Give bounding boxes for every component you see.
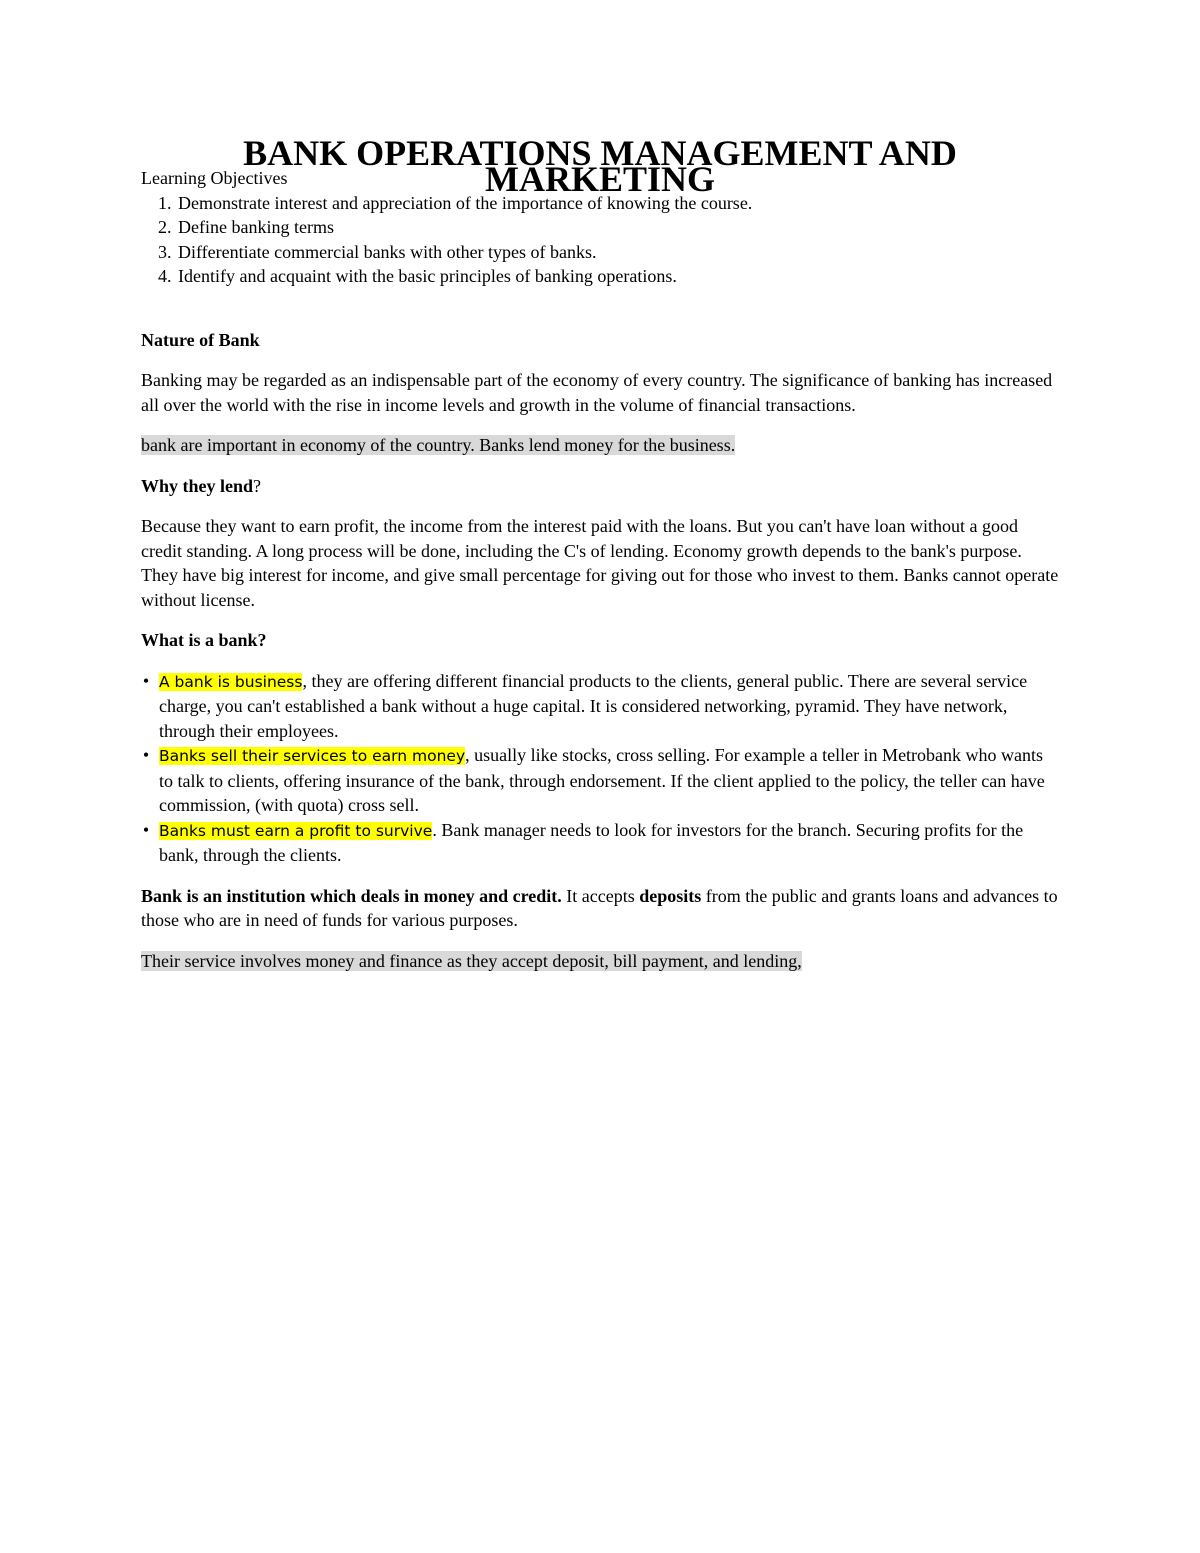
definition-lead: Bank is an institution which deals in money and credit.	[141, 885, 562, 906]
what-is-bank-heading: What is a bank?	[141, 630, 267, 650]
definition-text-2: from the public and grants loans and advances to those who are in need of funds for various purposes.	[141, 885, 1058, 930]
definition-note-text: Their service involves money and finance as they accept deposit, bill payment, and lending,	[141, 950, 802, 971]
highlighted-phrase: Banks sell their services to earn money	[159, 747, 466, 765]
nature-note	[141, 433, 1059, 458]
objective-item: 4. Identify and acquaint with the basic principles of banking operations.	[176, 264, 1059, 289]
nature-heading: Nature of Bank	[141, 329, 260, 350]
objectives-list	[141, 191, 1059, 289]
definition-keyword: deposits	[639, 885, 702, 906]
bank-point-text: . Bank manager needs to look for investors for the branch. Securing profits for the bank, through the clients.	[159, 819, 1024, 865]
highlighted-phrase: A bank is business	[159, 672, 303, 691]
objective-item: 2. Define banking terms	[176, 215, 1059, 240]
bank-point-item	[142, 669, 1059, 744]
objective-item: 1. Demonstrate interest and appreciation of the importance of knowing the course.	[176, 191, 1059, 216]
nature-paragraph: Banking may be regarded as an indispensable part of the economy of every country. The significance of banking has increased all over the world with the rise in income levels and growth in the volume of financial transactions.	[141, 370, 1053, 415]
why-lend-heading	[141, 474, 1059, 499]
bank-point-text: , usually like stocks, cross selling. For example a teller in Metrobank who wants to talk to clients, offering insurance of the bank, through endorsement. If the client applied to the policy, the teller can have commission, (with quota) cross sell.	[159, 745, 1045, 815]
objective-item: 3. Differentiate commercial banks with other types of banks.	[176, 240, 1059, 265]
why-lend-heading-text: Why they lend	[141, 475, 254, 496]
highlighted-phrase: Banks must earn a profit to survive	[159, 821, 433, 840]
bank-points-list	[141, 669, 1059, 868]
bank-point-item	[142, 818, 1059, 868]
bank-point-text: , they are offering different financial products to the clients, general public. There are several service charge, you can't established a bank without a huge capital. It is considered networking, pyramid. They have network, through their employees.	[159, 670, 1028, 741]
objectives-heading: Learning Objectives	[141, 168, 288, 188]
nature-note-text: bank are important in economy of the country. Banks lend money for the business.	[141, 435, 736, 455]
bullet-icon: •	[142, 745, 150, 765]
document-content	[141, 133, 1059, 973]
definition-note	[141, 949, 1059, 974]
definition-text-1: It accepts	[561, 885, 640, 906]
bullet-icon: •	[142, 670, 150, 691]
bullet-icon: •	[142, 819, 150, 840]
definition-paragraph	[141, 884, 1059, 933]
document-title: BANK OPERATIONS MANAGEMENT AND MARKETING	[243, 133, 957, 199]
why-lend-heading-mark: ?	[253, 475, 262, 496]
why-lend-paragraph: Because they want to earn profit, the income from the interest paid with the loans. But you can't have loan without a good credit standing. A long process will be done, including the C's of lending. Economy growth depends to the bank's purpose. They have big interest for income, and give small percentage for giving out for those who invest to them. Banks cannot operate without license.	[141, 516, 1059, 610]
bank-point-item	[142, 743, 1059, 818]
